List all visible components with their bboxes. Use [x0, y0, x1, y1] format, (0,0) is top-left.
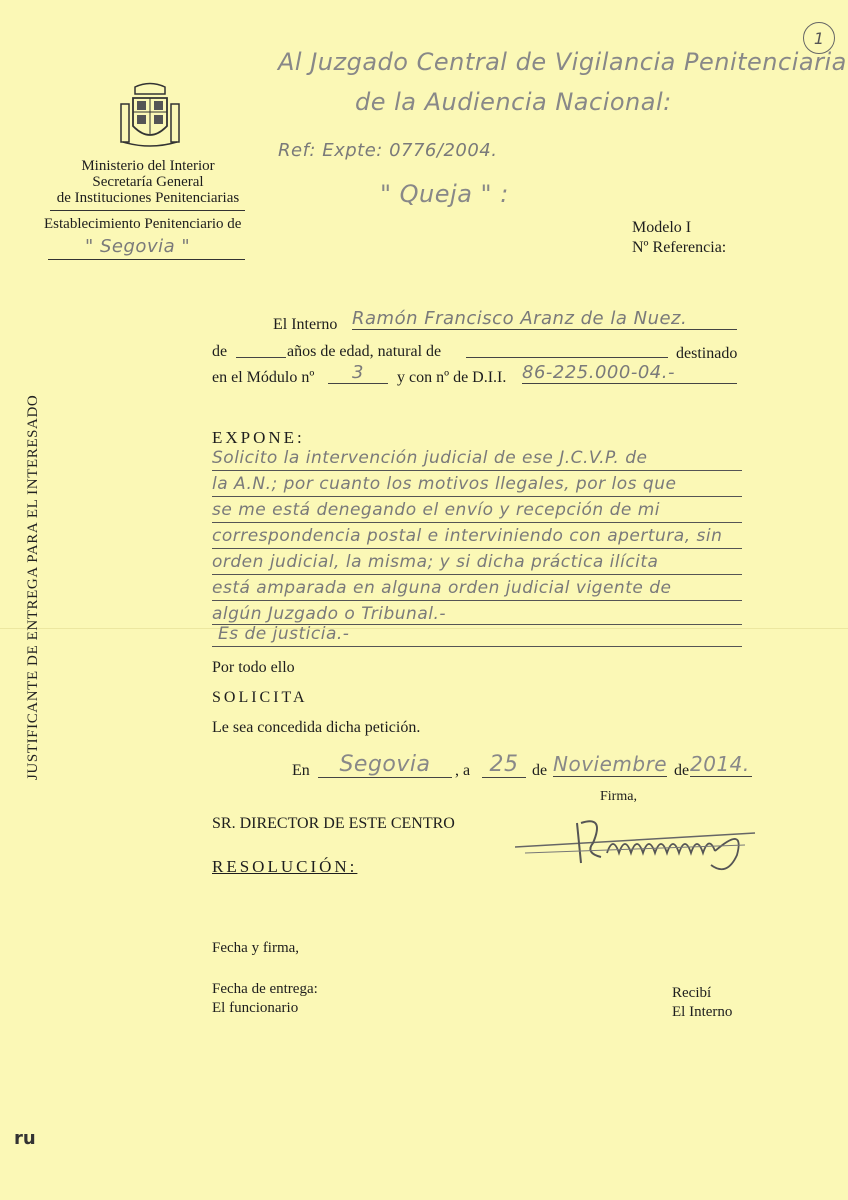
place-value: Segovia — [318, 752, 452, 778]
establishment-underline — [48, 259, 245, 260]
solicita-label: SOLICITA — [212, 689, 308, 706]
interno-label: El Interno — [273, 316, 338, 333]
expone-line-8: Es de justicia.- — [218, 624, 350, 644]
recibi-label: Recibí — [672, 985, 712, 1001]
side-justificante-text: JUSTIFICANTE DE ENTREGA PARA EL INTERESADO — [25, 394, 41, 780]
model-label: Modelo I — [632, 219, 692, 236]
expone-rule-6 — [212, 600, 742, 601]
expone-rule-1 — [212, 470, 742, 471]
module-value: 3 — [328, 362, 388, 384]
signature-image — [515, 805, 765, 885]
page-number-circle — [803, 22, 835, 54]
age-de-label: de — [212, 343, 228, 360]
fecha-firma-label: Fecha y firma, — [212, 940, 300, 956]
expone-rule-5 — [212, 574, 742, 575]
year-de-label: de — [674, 762, 690, 779]
destinado-label: destinado — [676, 345, 738, 362]
el-interno-label: El Interno — [672, 1004, 733, 1020]
month-value: Noviembre — [553, 752, 668, 776]
funcionario-label: El funcionario — [212, 1000, 299, 1016]
dni-value: 86-225.000-04.- — [522, 362, 737, 384]
peticion-text: Le sea concedida dicha petición. — [212, 719, 421, 736]
paper-fold — [0, 628, 848, 629]
expone-rule-2 — [212, 496, 742, 497]
addressee-line-2: de la Audiencia Nacional: — [355, 88, 672, 116]
page-number: 1 — [813, 28, 825, 48]
expone-line-2: la A.N.; por cuanto los motivos llegales, por los que — [212, 474, 677, 494]
birthplace-field — [466, 357, 668, 358]
ministry-line-1: Ministerio del Interior — [81, 158, 215, 174]
expone-line-1: Solicito la intervención judicial de ese J.C.V.P. de — [212, 448, 648, 468]
a-label: , a — [455, 762, 471, 779]
expone-line-4: correspondencia postal e interviniendo con apertura, sin — [212, 526, 723, 546]
reference-label: Nº Referencia: — [632, 239, 727, 256]
fecha-entrega-label: Fecha de entrega: — [212, 981, 318, 997]
age-field — [236, 357, 286, 358]
expone-line-7: algún Juzgado o Tribunal.- — [212, 604, 446, 624]
establishment-value: " Segovia " — [85, 236, 191, 257]
expone-line-3: se me está denegando el envío y recepción de mi — [212, 500, 661, 520]
addressee-subject: " Queja " : — [380, 180, 509, 208]
expone-rule-3 — [212, 522, 742, 523]
years-label: años de edad, natural de — [287, 343, 442, 360]
ministry-line-3: de Instituciones Penitenciarias — [56, 190, 240, 206]
expone-label: EXPONE: — [212, 428, 305, 447]
expone-rule-8 — [212, 646, 742, 647]
en-label: En — [292, 762, 310, 779]
resolucion-label: RESOLUCIÓN: — [212, 857, 358, 876]
dni-label: y con nº de D.I.I. — [397, 369, 507, 386]
addressee-ref: Ref: Expte: 0776/2004. — [278, 140, 498, 161]
interno-name: Ramón Francisco Aranz de la Nuez. — [352, 308, 737, 330]
coat-of-arms-icon — [115, 82, 185, 152]
day-value: 25 — [482, 752, 526, 778]
director-label: SR. DIRECTOR DE ESTE CENTRO — [212, 815, 455, 832]
month-de-label: de — [532, 762, 548, 779]
module-label: en el Módulo nº — [212, 369, 315, 386]
ministry-line-2: Secretaría General — [92, 174, 204, 190]
establishment-label: Establecimiento Penitenciario de — [44, 216, 242, 232]
header-divider — [50, 210, 245, 211]
footer-mark: ru — [14, 1128, 36, 1149]
expone-rule-4 — [212, 548, 742, 549]
firma-label: Firma, — [600, 789, 637, 804]
year-value: 2014. — [690, 752, 752, 777]
expone-line-6: está amparada en alguna orden judicial vigente de — [212, 578, 672, 598]
addressee-line-1: Al Juzgado Central de Vigilancia Penitenciaria — [278, 48, 847, 76]
expone-line-5: orden judicial, la misma; y si dicha práctica ilícita — [212, 552, 659, 572]
por-todo-label: Por todo ello — [212, 659, 295, 676]
